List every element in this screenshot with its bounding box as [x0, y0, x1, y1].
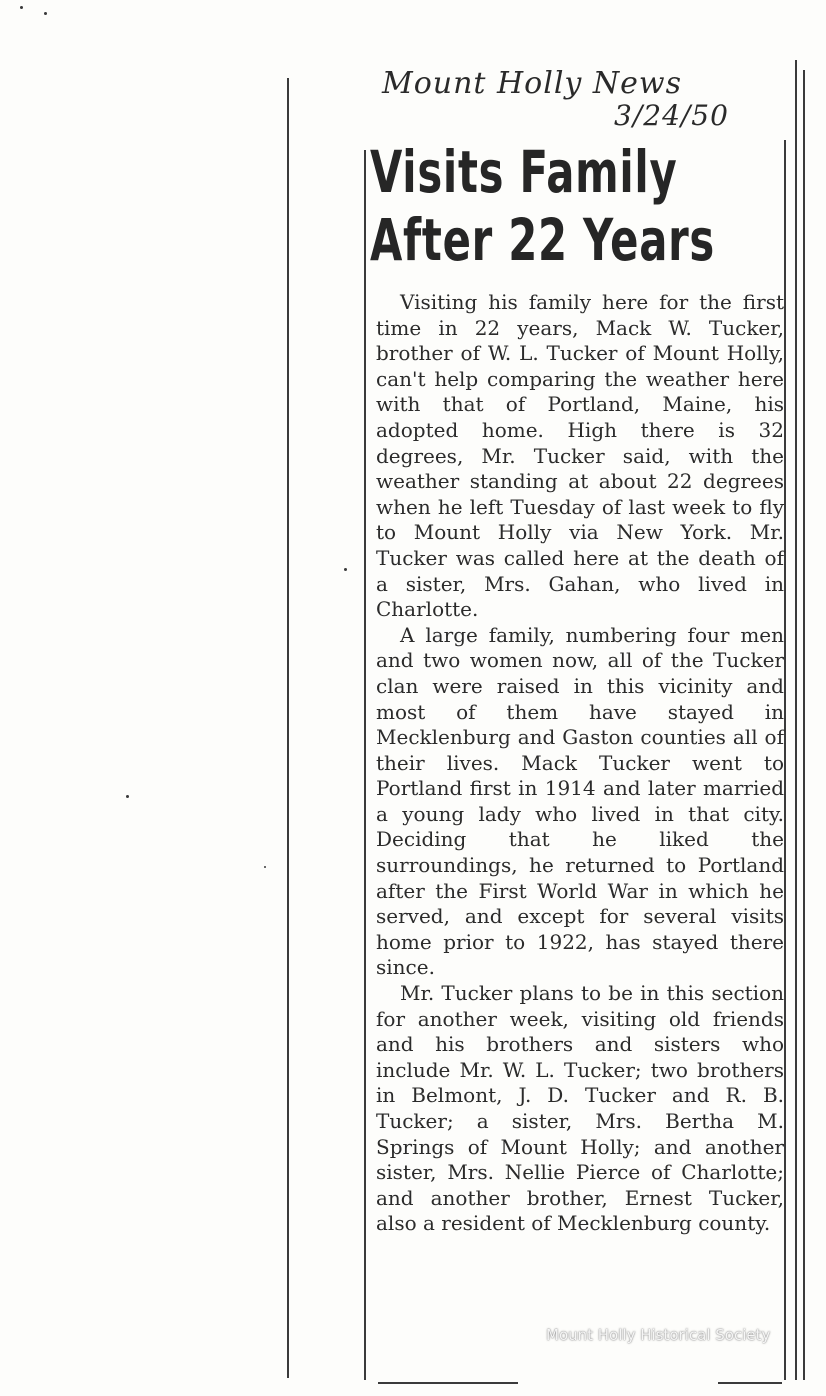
- handwritten-paper-name: Mount Holly News: [382, 66, 682, 101]
- article-left-rule: [364, 150, 366, 1380]
- clipping-bottom-rule-right: [718, 1382, 782, 1384]
- article-headline: [370, 138, 716, 274]
- headline-line-2: After 22 Years: [370, 206, 716, 274]
- clipping-right-border-outer: [803, 70, 805, 1380]
- article-paragraph-1: Visiting his family here for the first time in 22 years, Mack W. Tucker, brother of W. L. Tucker of Mount Holly, can't help comparing the weather here with that of Portland, Maine, his adopted home. High there is 32 degrees, Mr. Tucker said, with the weather standing at about 22 degrees when he left Tuesday of last week to fly to Mount Holly via New York. Mr. Tucker was called here at the death of a sister, Mrs. Gahan, who lived in Charlotte.: [376, 290, 784, 622]
- scan-speck: [264, 866, 266, 868]
- article-paragraph-2: A large family, numbering four men and two women now, all of the Tucker clan were raised in this vicinity and most of them have stayed in Mecklenburg and Gaston counties all of their lives. Mack Tucker went to Portland first in 1914 and later married a young lady who lived in that city. Deciding that he liked the surroundings, he returned to Portland after the First World War in which he served, and except for several visits home prior to 1922, has stayed there since.: [376, 622, 784, 980]
- handwritten-date: 3/24/50: [614, 99, 729, 132]
- handwritten-note: [382, 68, 762, 132]
- scan-speck: [126, 795, 129, 798]
- clipping-bottom-rule: [378, 1382, 518, 1384]
- clipping-left-border: [287, 78, 289, 1378]
- headline-line-1: Visits Family: [370, 138, 678, 206]
- scan-speck: [20, 6, 23, 9]
- article-right-rule: [784, 140, 786, 1380]
- article-body: [376, 290, 784, 1237]
- article-paragraph-3: Mr. Tucker plans to be in this section for another week, visiting old friends and his brothers and sisters who include Mr. W. L. Tucker; two brothers in Belmont, J. D. Tucker and R. B. Tucker; a sister, Mrs. Bertha M. Springs of Mount Holly; and another sister, Mrs. Nellie Pierce of Charlotte; and another brother, Ernest Tucker, also a resident of Mecklenburg county.: [376, 981, 784, 1236]
- scan-speck: [44, 12, 47, 15]
- clipping-right-border: [795, 60, 797, 1380]
- scan-speck: [344, 568, 347, 571]
- watermark: Mount Holly Historical Society: [546, 1326, 771, 1344]
